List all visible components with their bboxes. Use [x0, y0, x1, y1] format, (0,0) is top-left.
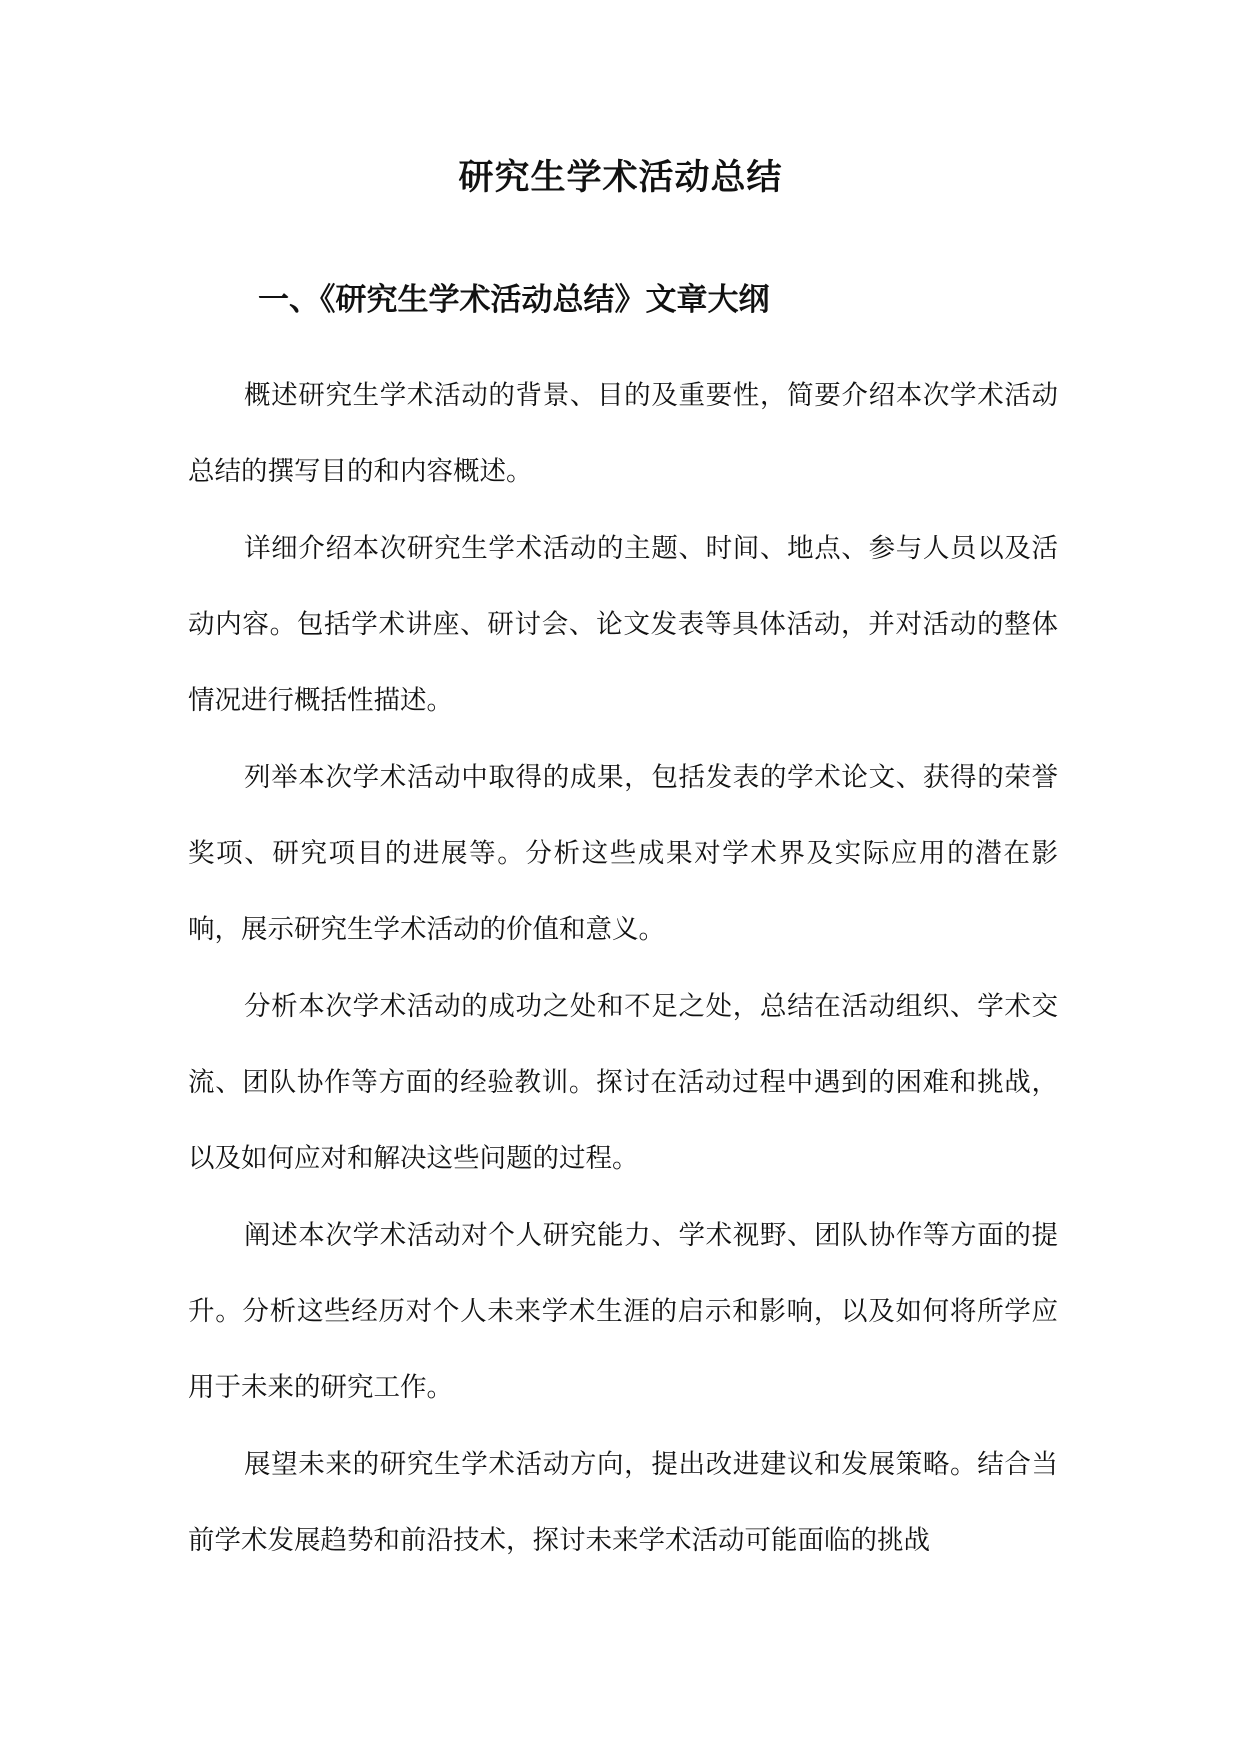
paragraph-analysis: 分析本次学术活动的成功之处和不足之处，总结在活动组织、学术交流、团队协作等方面的经验教训。探讨在活动过程中遇到的困难和挑战，以及如何应对和解决这些问题的过程。	[188, 991, 1058, 1174]
paragraph-outlook: 展望未来的研究生学术活动方向，提出改进建议和发展策略。结合当前学术发展趋势和前沿技术，探讨未来学术活动可能面临的挑战	[188, 1449, 1058, 1556]
paragraph-growth: 阐述本次学术活动对个人研究能力、学术视野、团队协作等方面的提升。分析这些经历对个人未来学术生涯的启示和影响，以及如何将所学应用于未来的研究工作。	[188, 1220, 1058, 1403]
paragraph-results: 列举本次学术活动中取得的成果，包括发表的学术论文、获得的荣誉奖项、研究项目的进展等。分析这些成果对学术界及实际应用的潜在影响，展示研究生学术活动的价值和意义。	[188, 762, 1058, 945]
document-title: 研究生学术活动总结	[458, 157, 783, 198]
paragraph-overview: 概述研究生学术活动的背景、目的及重要性，简要介绍本次学术活动总结的撰写目的和内容概述。	[188, 380, 1058, 487]
paragraph-details: 详细介绍本次研究生学术活动的主题、时间、地点、参与人员以及活动内容。包括学术讲座、研讨会、论文发表等具体活动，并对活动的整体情况进行概括性描述。	[188, 533, 1058, 716]
section-heading: 一、《研究生学术活动总结》文章大纲	[258, 282, 770, 318]
document-body	[188, 358, 1058, 1580]
